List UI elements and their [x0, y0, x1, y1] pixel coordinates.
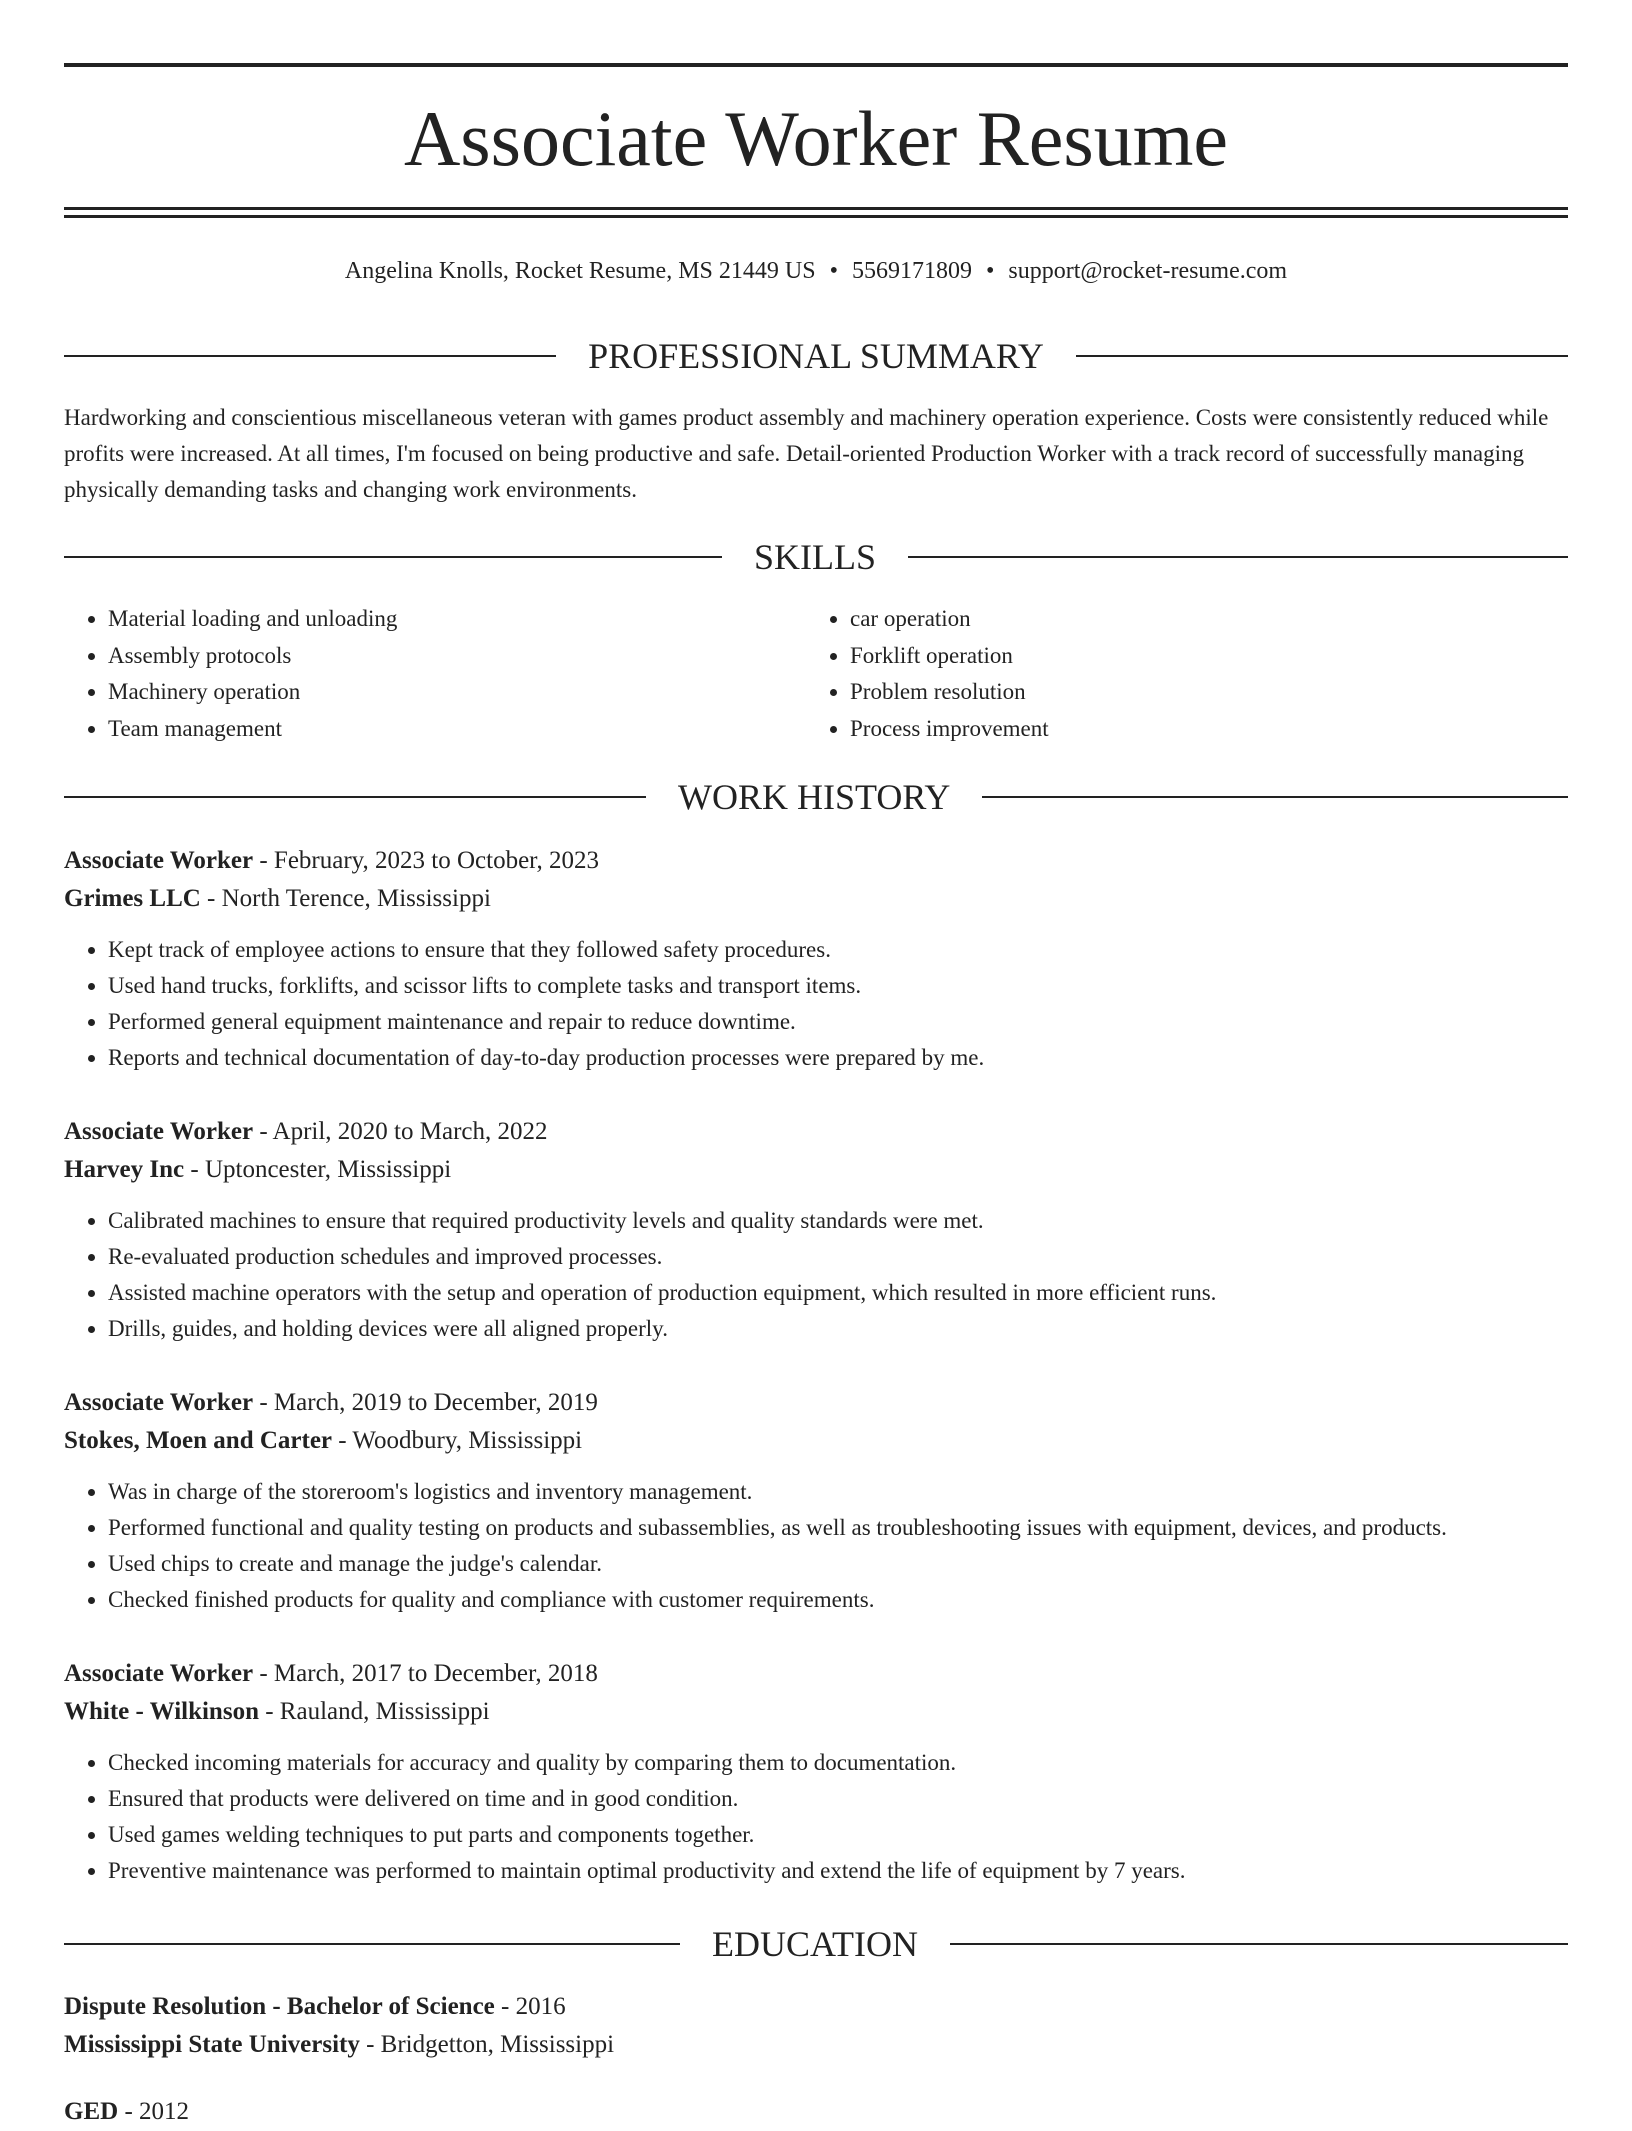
job-bullet: • Used games welding techniques to put parts and components together. [108, 1817, 1568, 1853]
section-rule-right [1076, 355, 1568, 357]
skill-item: • Machinery operation [108, 674, 806, 711]
skill-item: • Assembly protocols [108, 638, 806, 675]
job-company-line [64, 1693, 1568, 1731]
education-location: - Bridgetton, Mississippi [359, 2031, 615, 2058]
job-dates: - March, 2017 to December, 2018 [253, 1660, 598, 1687]
job-bullet: • Checked incoming materials for accuracy and quality by comparing them to documentation. [108, 1745, 1568, 1781]
job-title: Associate Worker [64, 1389, 254, 1416]
section-title: WORK HISTORY [678, 777, 951, 817]
education-school-line [64, 2026, 1568, 2064]
job-dates: - April, 2020 to March, 2022 [253, 1118, 548, 1145]
job-bullet: • Ensured that products were delivered on time and in good condition. [108, 1781, 1568, 1817]
job-title: Associate Worker [64, 847, 254, 874]
job-entry [64, 1113, 1568, 1347]
job-bullet: • Kept track of employee actions to ensure that they followed safety procedures. [108, 932, 1568, 968]
job-bullet: • Drills, guides, and holding devices were all aligned properly. [108, 1311, 1568, 1347]
education-degree-line [64, 1988, 1568, 2026]
job-title-line [64, 1655, 1568, 1693]
job-company: White - Wilkinson [64, 1698, 259, 1725]
job-bullet: • Reports and technical documentation of day-to-day production processes were prepared by me. [108, 1040, 1568, 1076]
job-company: Harvey Inc [64, 1156, 185, 1183]
job-title-line [64, 842, 1568, 880]
contact-separator: • [829, 258, 838, 284]
job-location: - Woodbury, Mississippi [332, 1427, 583, 1454]
job-entry [64, 842, 1568, 1076]
section-title: PROFESSIONAL SUMMARY [588, 336, 1044, 376]
education-school: Mississippi State University [64, 2031, 360, 2058]
job-company-line [64, 880, 1568, 918]
job-company: Grimes LLC [64, 885, 201, 912]
job-company: Stokes, Moen and Carter [64, 1427, 333, 1454]
job-entry [64, 1384, 1568, 1618]
education-degree-line [64, 2093, 1568, 2131]
section-title: EDUCATION [712, 1924, 918, 1964]
job-company-line [64, 1422, 1568, 1460]
job-location: - North Terence, Mississippi [200, 885, 491, 912]
job-company-line [64, 1151, 1568, 1189]
education-degree: Dispute Resolution - Bachelor of Science [64, 1993, 495, 2020]
title-rule-lower [64, 215, 1568, 218]
section-header-work [64, 779, 1568, 815]
education-entry [64, 1988, 1568, 2064]
education-entry [64, 2093, 1568, 2131]
section-rule-right [950, 1943, 1568, 1945]
education-year: - 2016 [494, 1993, 566, 2020]
job-title-line [64, 1113, 1568, 1151]
job-bullet: • Performed functional and quality testing on products and subassemblies, as well as troubleshooting issues with equipment, devices, and products. [108, 1510, 1568, 1546]
skills-list [64, 601, 1568, 747]
section-rule-left [64, 1943, 680, 1945]
job-bullet: • Checked finished products for quality and compliance with customer requirements. [108, 1582, 1568, 1618]
title-rule-upper [64, 207, 1568, 210]
job-bullet: • Re-evaluated production schedules and improved processes. [108, 1239, 1568, 1275]
contact-line [64, 259, 1568, 283]
contact-email: support@rocket-resume.com [1008, 258, 1288, 284]
top-rule [64, 63, 1568, 67]
job-dates: - March, 2019 to December, 2019 [253, 1389, 598, 1416]
job-bullet: • Performed general equipment maintenance and repair to reduce downtime. [108, 1004, 1568, 1040]
job-bullet: • Assisted machine operators with the setup and operation of production equipment, which resulted in more efficient runs. [108, 1275, 1568, 1311]
resume-title: Associate Worker Resume [403, 95, 1229, 182]
job-bullet: • Used hand trucks, forklifts, and scissor lifts to complete tasks and transport items. [108, 968, 1568, 1004]
skill-item: • Process improvement [850, 711, 1548, 748]
section-title: SKILLS [754, 537, 877, 577]
job-bullets [64, 932, 1568, 1076]
section-header-skills [64, 539, 1568, 575]
job-bullets [64, 1474, 1568, 1618]
section-rule-right [982, 796, 1568, 798]
skills-column-right [806, 601, 1548, 747]
job-location: - Uptoncester, Mississippi [184, 1156, 452, 1183]
job-entry [64, 1655, 1568, 1889]
job-bullet: • Used chips to create and manage the judge's calendar. [108, 1546, 1568, 1582]
summary-text: Hardworking and conscientious miscellaneous veteran with games product assembly and machinery operation experience. Costs were consistently reduced while profits were increased. At all times, I'm focused on being productive and safe. Detail-oriented Production Worker with a track record of successfully managing physically demanding tasks and changing work environments. [64, 405, 1549, 502]
job-location: - Rauland, Mississippi [258, 1698, 490, 1725]
job-bullet: • Preventive maintenance was performed to maintain optimal productivity and extend the life of equipment by 7 years. [108, 1853, 1568, 1889]
section-header-summary [64, 338, 1568, 374]
section-rule-left [64, 796, 646, 798]
skill-item: • Problem resolution [850, 674, 1548, 711]
contact-phone: 5569171809 [851, 258, 972, 284]
education-degree: GED [64, 2098, 119, 2125]
skill-item: • Forklift operation [850, 638, 1548, 675]
job-bullets [64, 1203, 1568, 1347]
section-rule-left [64, 556, 722, 558]
skill-item: • Material loading and unloading [108, 601, 806, 638]
job-bullet: • Calibrated machines to ensure that required productivity levels and quality standards were met. [108, 1203, 1568, 1239]
section-rule-left [64, 355, 556, 357]
job-title: Associate Worker [64, 1118, 254, 1145]
job-bullet: • Was in charge of the storeroom's logistics and inventory management. [108, 1474, 1568, 1510]
job-title: Associate Worker [64, 1660, 254, 1687]
contact-separator: • [985, 258, 995, 284]
contact-address: Angelina Knolls, Rocket Resume, MS 21449 US [344, 258, 816, 284]
section-header-education [64, 1926, 1568, 1962]
job-title-line [64, 1384, 1568, 1422]
education-year: - 2012 [118, 2098, 190, 2125]
section-rule-right [908, 556, 1568, 558]
job-dates: - February, 2023 to October, 2023 [253, 847, 600, 874]
skill-item: • car operation [850, 601, 1548, 638]
job-bullets [64, 1745, 1568, 1889]
skills-column-left [64, 601, 806, 747]
skill-item: • Team management [108, 711, 806, 748]
